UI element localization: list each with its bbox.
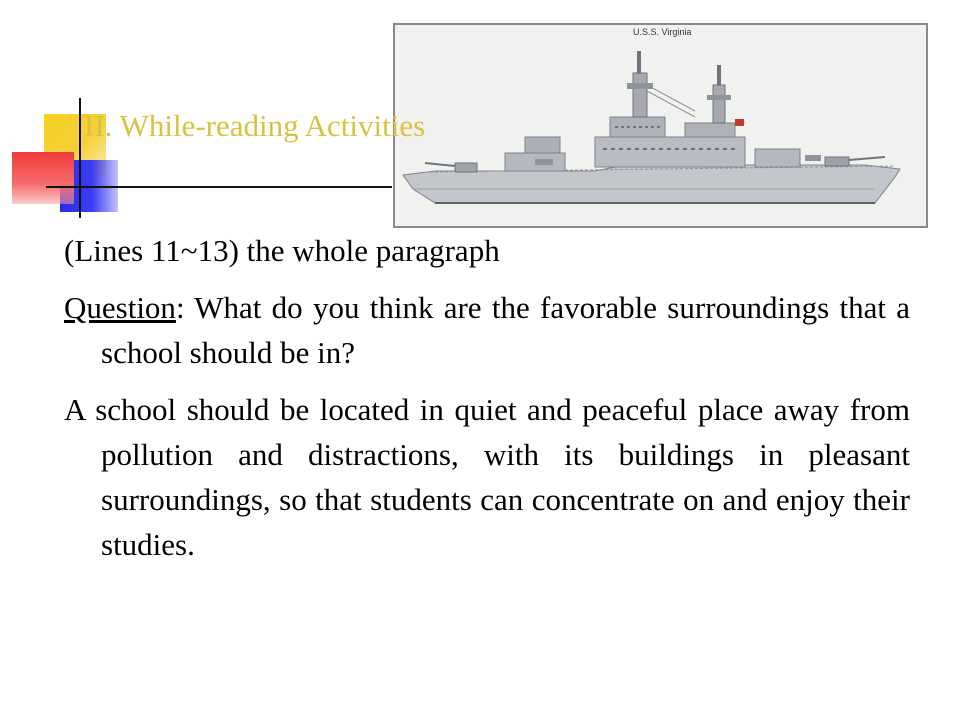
answer-paragraph: A school should be located in quiet and peaceful place away from pollution and distractions, with its buildings in pleasant surroundings, so that students can concentrate on and enjoy their studies. xyxy=(64,392,910,562)
question-label: Question xyxy=(64,290,176,325)
lines-reference: (Lines 11~13) the whole paragraph xyxy=(64,233,500,268)
slide-title: II. While-reading Activities xyxy=(84,108,426,143)
warship-illustration xyxy=(395,25,926,226)
decorative-vertical-line xyxy=(79,98,81,218)
question-text: : What do you think are the favorable surroundings that a school should be in? xyxy=(101,290,910,370)
decorative-red-square xyxy=(12,152,74,204)
slide-body xyxy=(64,228,910,579)
ship-image xyxy=(393,23,928,228)
title-underline-rule xyxy=(46,186,392,188)
question-paragraph xyxy=(64,285,910,375)
ship-caption: U.S.S. Virginia xyxy=(633,27,692,37)
